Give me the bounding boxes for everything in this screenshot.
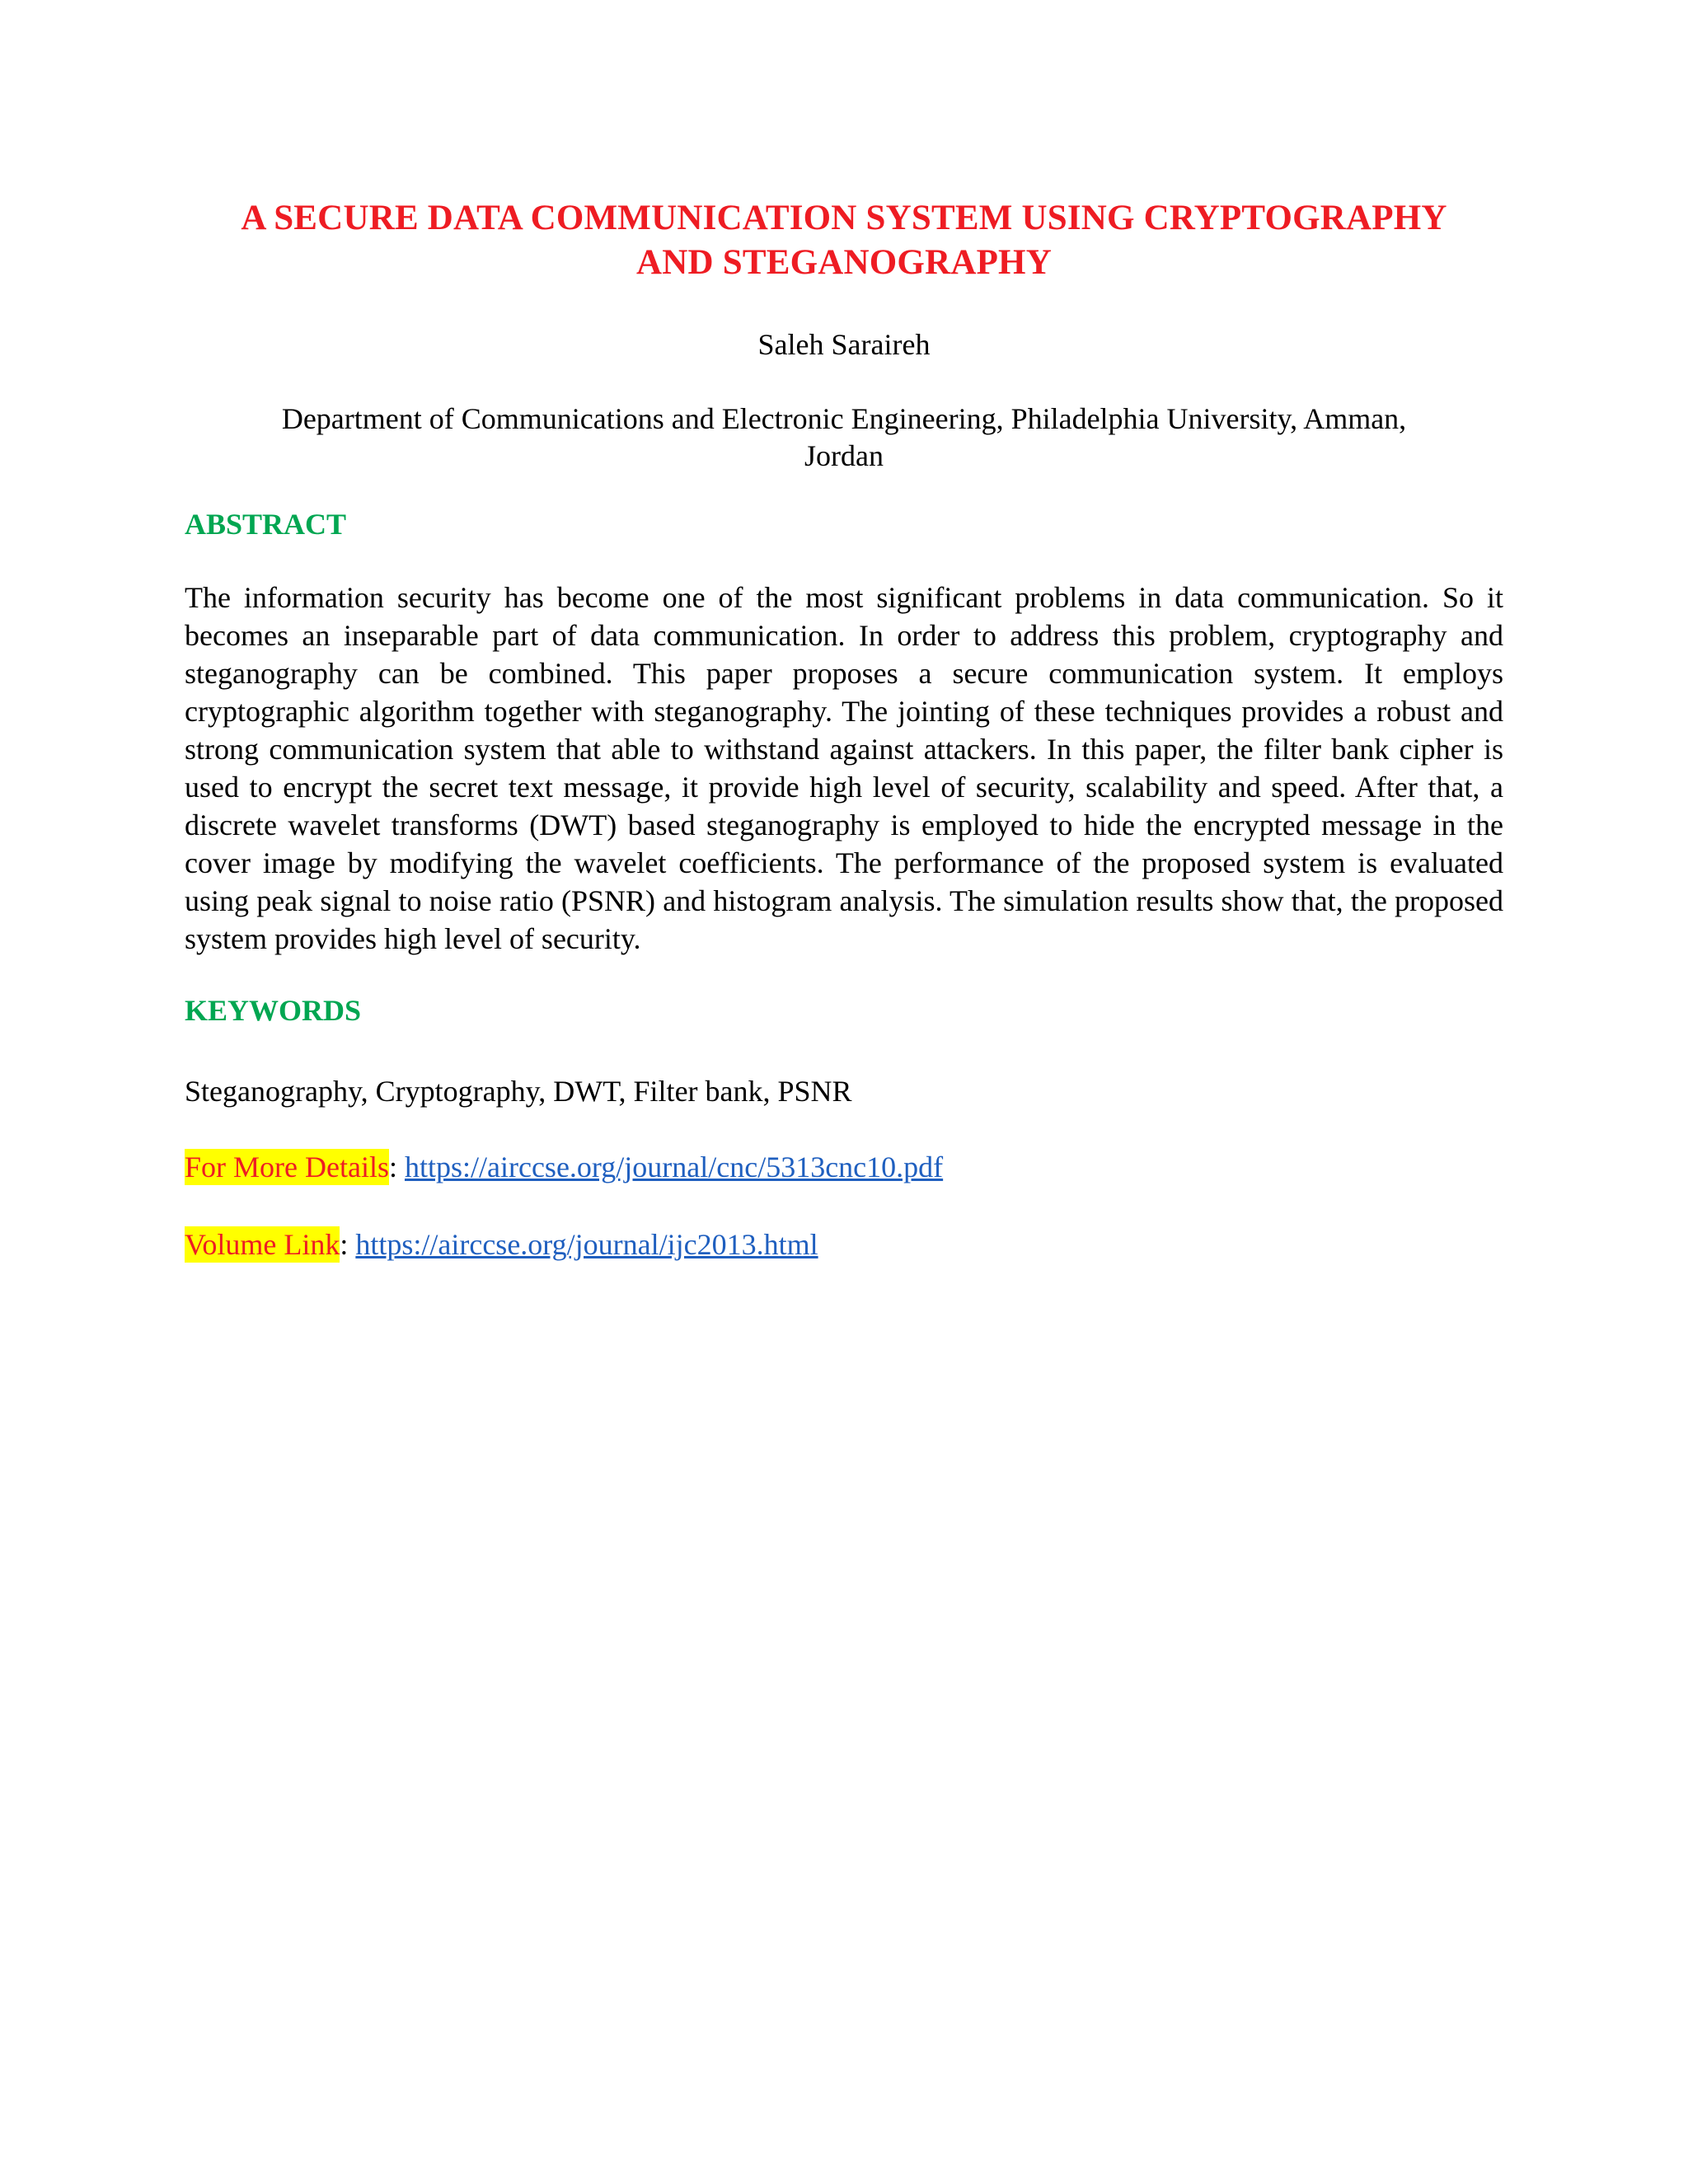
keywords-text: Steganography, Cryptography, DWT, Filter bank, PSNR: [185, 1075, 852, 1108]
keywords-heading: KEYWORDS: [185, 994, 362, 1027]
more-details-separator: :: [388, 1151, 405, 1183]
abstract-heading: ABSTRACT: [185, 508, 347, 541]
abstract-text: The information security has become one of the most significant problems in data communication. So it becomes an inseparable part of data communication. In order to address this problem, cryptography and steganography can be combined. This paper proposes a secure communication system. It employs cryptographic algorithm together with steganography. The jointing of these techniques provides a robust and strong communication system that able to withstand against attackers. In this paper, the filter bank cipher is used to encrypt the secret text message, it provide high level of security, scalability and speed. After that, a discrete wavelet transforms (DWT) based steganography is employed to hide the encrypted message in the cover image by modifying the wavelet coefficients. The performance of the proposed system is evaluated using peak signal to noise ratio (PSNR) and histogram analysis. The simulation results show that, the proposed system provides high level of security.: [185, 581, 1503, 955]
affiliation-line-2: Jordan: [804, 439, 884, 472]
author-affiliation: [185, 401, 1503, 475]
volume-link-separator: :: [340, 1228, 356, 1261]
paper-title: [185, 0, 1503, 285]
more-details-link[interactable]: https://airccse.org/journal/cnc/5313cnc10.pdf: [404, 1151, 944, 1183]
volume-link[interactable]: https://airccse.org/journal/ijc2013.html: [355, 1228, 818, 1261]
more-details-label: For More Details: [185, 1151, 389, 1183]
affiliation-line-1: Department of Communications and Electronic Engineering, Philadelphia University, Amman,: [281, 402, 1407, 435]
volume-link-label: Volume Link: [185, 1228, 340, 1261]
volume-link-line: [185, 1226, 1503, 1263]
author-name: Saleh Saraireh: [757, 328, 931, 361]
paper-title-line-2: AND STEGANOGRAPHY: [636, 243, 1052, 282]
more-details-line: [185, 1149, 1503, 1185]
paper-title-line-1: A SECURE DATA COMMUNICATION SYSTEM USING CRYPTOGRAPHY: [241, 199, 1447, 237]
